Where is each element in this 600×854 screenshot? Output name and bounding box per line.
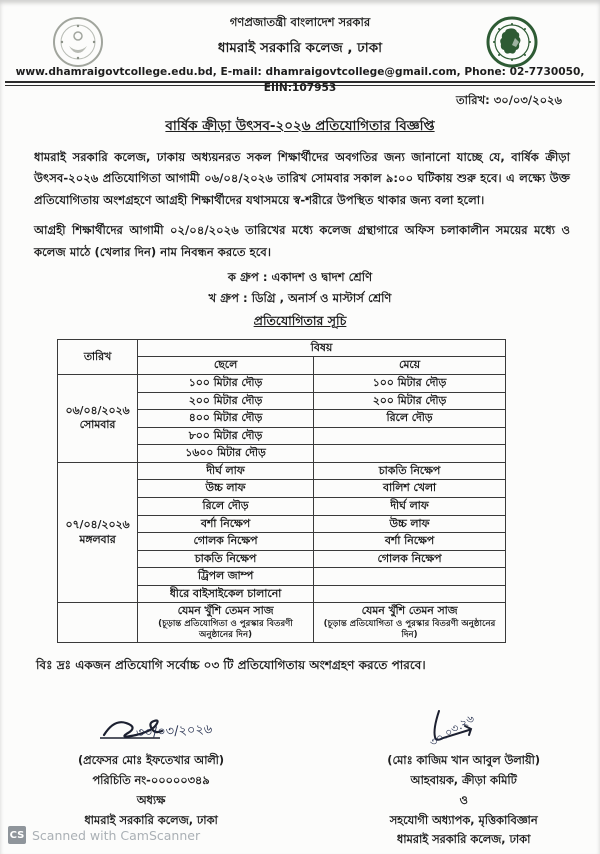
boys-event-cell: ২০০ মিটার দৌড়: [138, 392, 314, 410]
boys-final-event-cell: যেমন খুঁশি তেমন সাজ (চূড়ান্ত প্রতিযোগিতা ও পুরস্কার বিতরণী অনুষ্ঠানের দিন): [138, 603, 314, 643]
date-cell-empty: [58, 603, 138, 643]
girls-event-cell: গোলক নিক্ষেপ: [314, 550, 506, 568]
group-b-line: খ গ্রুপ : ডিগ্রি , অনার্স ও মাস্টার্স শ্রেণি: [208, 291, 392, 306]
boys-event-cell: দীর্ঘ লাফ: [138, 462, 314, 480]
column-header-girls: মেয়ে: [314, 357, 506, 375]
principal-role: অধ্যক্ষ: [136, 793, 166, 807]
girls-event-cell: [314, 445, 506, 463]
boys-event-cell: উচ্চ লাফ: [138, 480, 314, 498]
schedule-row: [58, 375, 506, 393]
table-header-row-1: [58, 339, 506, 357]
principal-organization: ধামরাই সরকারি কলেজ, ঢাকা: [84, 813, 218, 827]
girls-event-cell: ১০০ মিটার দৌড়: [314, 375, 506, 393]
boys-event-cell: গোলক নিক্ষেপ: [138, 533, 314, 551]
issue-date: তারিখ: ৩০/০৩/২০২৬: [456, 93, 562, 107]
contact-line: www.dhamraigovtcollege.edu.bd, E-mail: dhamraigovtcollege@gmail.com, Phone: 02-7730050, EIIN:107953: [15, 65, 585, 95]
girls-final-event-cell: যেমন খুঁশি তেমন সাজ (চূড়ান্ত প্রতিযোগিতা ও পুরস্কার বিতরণী অনুষ্ঠানের দিন): [314, 603, 506, 643]
government-seal-icon: [486, 16, 538, 68]
boys-event-cell: বর্শা নিক্ষেপ: [138, 515, 314, 533]
convener-role2: সহযোগী অধ্যাপক, মৃত্তিকাবিজ্ঞান: [389, 813, 538, 827]
boys-event-cell: ৪০০ মিটার দৌড়: [138, 410, 314, 428]
principal-name: (প্রফেসর মোঃ ইফতেখার আলী): [78, 754, 225, 768]
boys-event-cell: ধীরে বাইসাইকেল চালানো: [138, 585, 314, 603]
column-header-subject: বিষয়: [138, 339, 506, 357]
convener-role1: আহবায়ক, ক্রীড়া কমিটি: [410, 774, 517, 788]
column-header-date: তারিখ: [58, 339, 138, 374]
girls-event-cell: উচ্চ লাফ: [314, 515, 506, 533]
boys-event-cell: ৮০০ মিটার দৌড়: [138, 427, 314, 445]
principal-handwritten-date: ৩০/০৩/২০২৬: [135, 722, 213, 742]
notice-title: বার্ষিক ক্রীড়া উৎসব-২০২৬ প্রতিযোগিতার বিজ্ঞপ্তি: [165, 118, 435, 134]
schedule-row: [58, 462, 506, 480]
paragraph-registration: আগ্রহী শিক্ষার্থীদের আগামী ০২/০৪/২০২৬ তারিখের মধ্যে কলেজ গ্রন্থাগারে অফিস চলাকালীন সময়ের মধ্যে ও কলেজ মাঠে (খেলার দিন) নাম নিবন্ধন করতে হবে।: [34, 223, 570, 259]
group-a-line: ক গ্রুপ : একাদশ ও দ্বাদশ শ্রেণি: [227, 270, 373, 285]
camscanner-watermark-text: Scanned with CamScanner: [32, 827, 201, 843]
girls-event-cell: বালিশ খেলা: [314, 480, 506, 498]
boys-event-cell: রিলে দৌড়: [138, 497, 314, 515]
girls-event-cell: [314, 568, 506, 586]
girls-event-cell: ২০০ মিটার দৌড়: [314, 392, 506, 410]
college-name: ধামরাই সরকারি কলেজ , ঢাকা: [217, 39, 383, 56]
camscanner-badge-icon: CS: [8, 826, 26, 844]
girls-event-cell: দীর্ঘ লাফ: [314, 497, 506, 515]
convener-conjunction: ও: [459, 793, 468, 807]
boys-event-cell: চাকতি নিক্ষেপ: [138, 550, 314, 568]
date-cell: ০৭/০৪/২০২৬ মঙ্গলবার: [58, 462, 138, 603]
schedule-final-row: [58, 603, 506, 643]
convener-organization: ধামরাই সরকারি কলেজ, ঢাকা: [396, 833, 531, 847]
girls-event-cell: [314, 427, 506, 445]
date-cell: ০৬/০৪/২০২৬ সোমবার: [58, 375, 138, 463]
government-line: গণপ্রজাতন্ত্রী বাংলাদেশ সরকার: [229, 15, 371, 29]
college-seal-icon: [52, 16, 104, 68]
principal-id-number: পরিচিতি নং-০০০০০৩৪৯: [92, 774, 210, 788]
girls-event-cell: চাকতি নিক্ষেপ: [314, 462, 506, 480]
boys-event-cell: ট্রিপল জাম্প: [138, 568, 314, 586]
girls-event-cell: [314, 585, 506, 603]
convener-handwritten-date: ৩০.০৩.২৬: [427, 712, 477, 750]
nb-note: বিঃ দ্রঃ একজন প্রতিযোগি সর্বোচ্চ ০৩ টি প্রতিযোগিতায় অংশগ্রহণ করতে পারবে।: [36, 658, 426, 673]
letterhead: [0, 0, 600, 95]
girls-event-cell: বর্শা নিক্ষেপ: [314, 533, 506, 551]
boys-event-cell: ১৬০০ মিটার দৌড়: [138, 445, 314, 463]
convener-name: (মোঃ কাজিম খান আবুল উলায়ী): [387, 754, 540, 768]
schedule-title: প্রতিযোগিতার সূচি: [253, 312, 347, 328]
convener-signature-scribble-icon: [409, 741, 519, 754]
boys-event-cell: ১০০ মিটার দৌড়: [138, 375, 314, 393]
paragraph-announcement: ধামরাই সরকারি কলেজ, ঢাকায় অধ্যয়নরত সকল শিক্ষার্থীদের অবগতির জন্য জানানো যাচ্ছে যে, বার্ষিক ক্রীড়া উৎসব-২০২৬ প্রতিযোগিতা আগামী ০৬/০৪/২০২৬ তারিখ সোমবার সকাল ৯:০০ ঘটিকায় শুরু হবে। এ লক্ষ্যে উক্ত প্রতিযোগিতায় অংশগ্রহণে আগ্রহী শিক্ষার্থীদের যথাসময়ে স্ব-শরীরে উপস্থিত থাকার জন্য বলা হলো।: [34, 150, 570, 207]
column-header-boys: ছেলে: [138, 357, 314, 375]
convener-signature-block: [387, 705, 540, 850]
schedule-table: [57, 339, 506, 643]
camscanner-watermark: [8, 826, 200, 844]
girls-event-cell: রিলে দৌড়: [314, 410, 506, 428]
